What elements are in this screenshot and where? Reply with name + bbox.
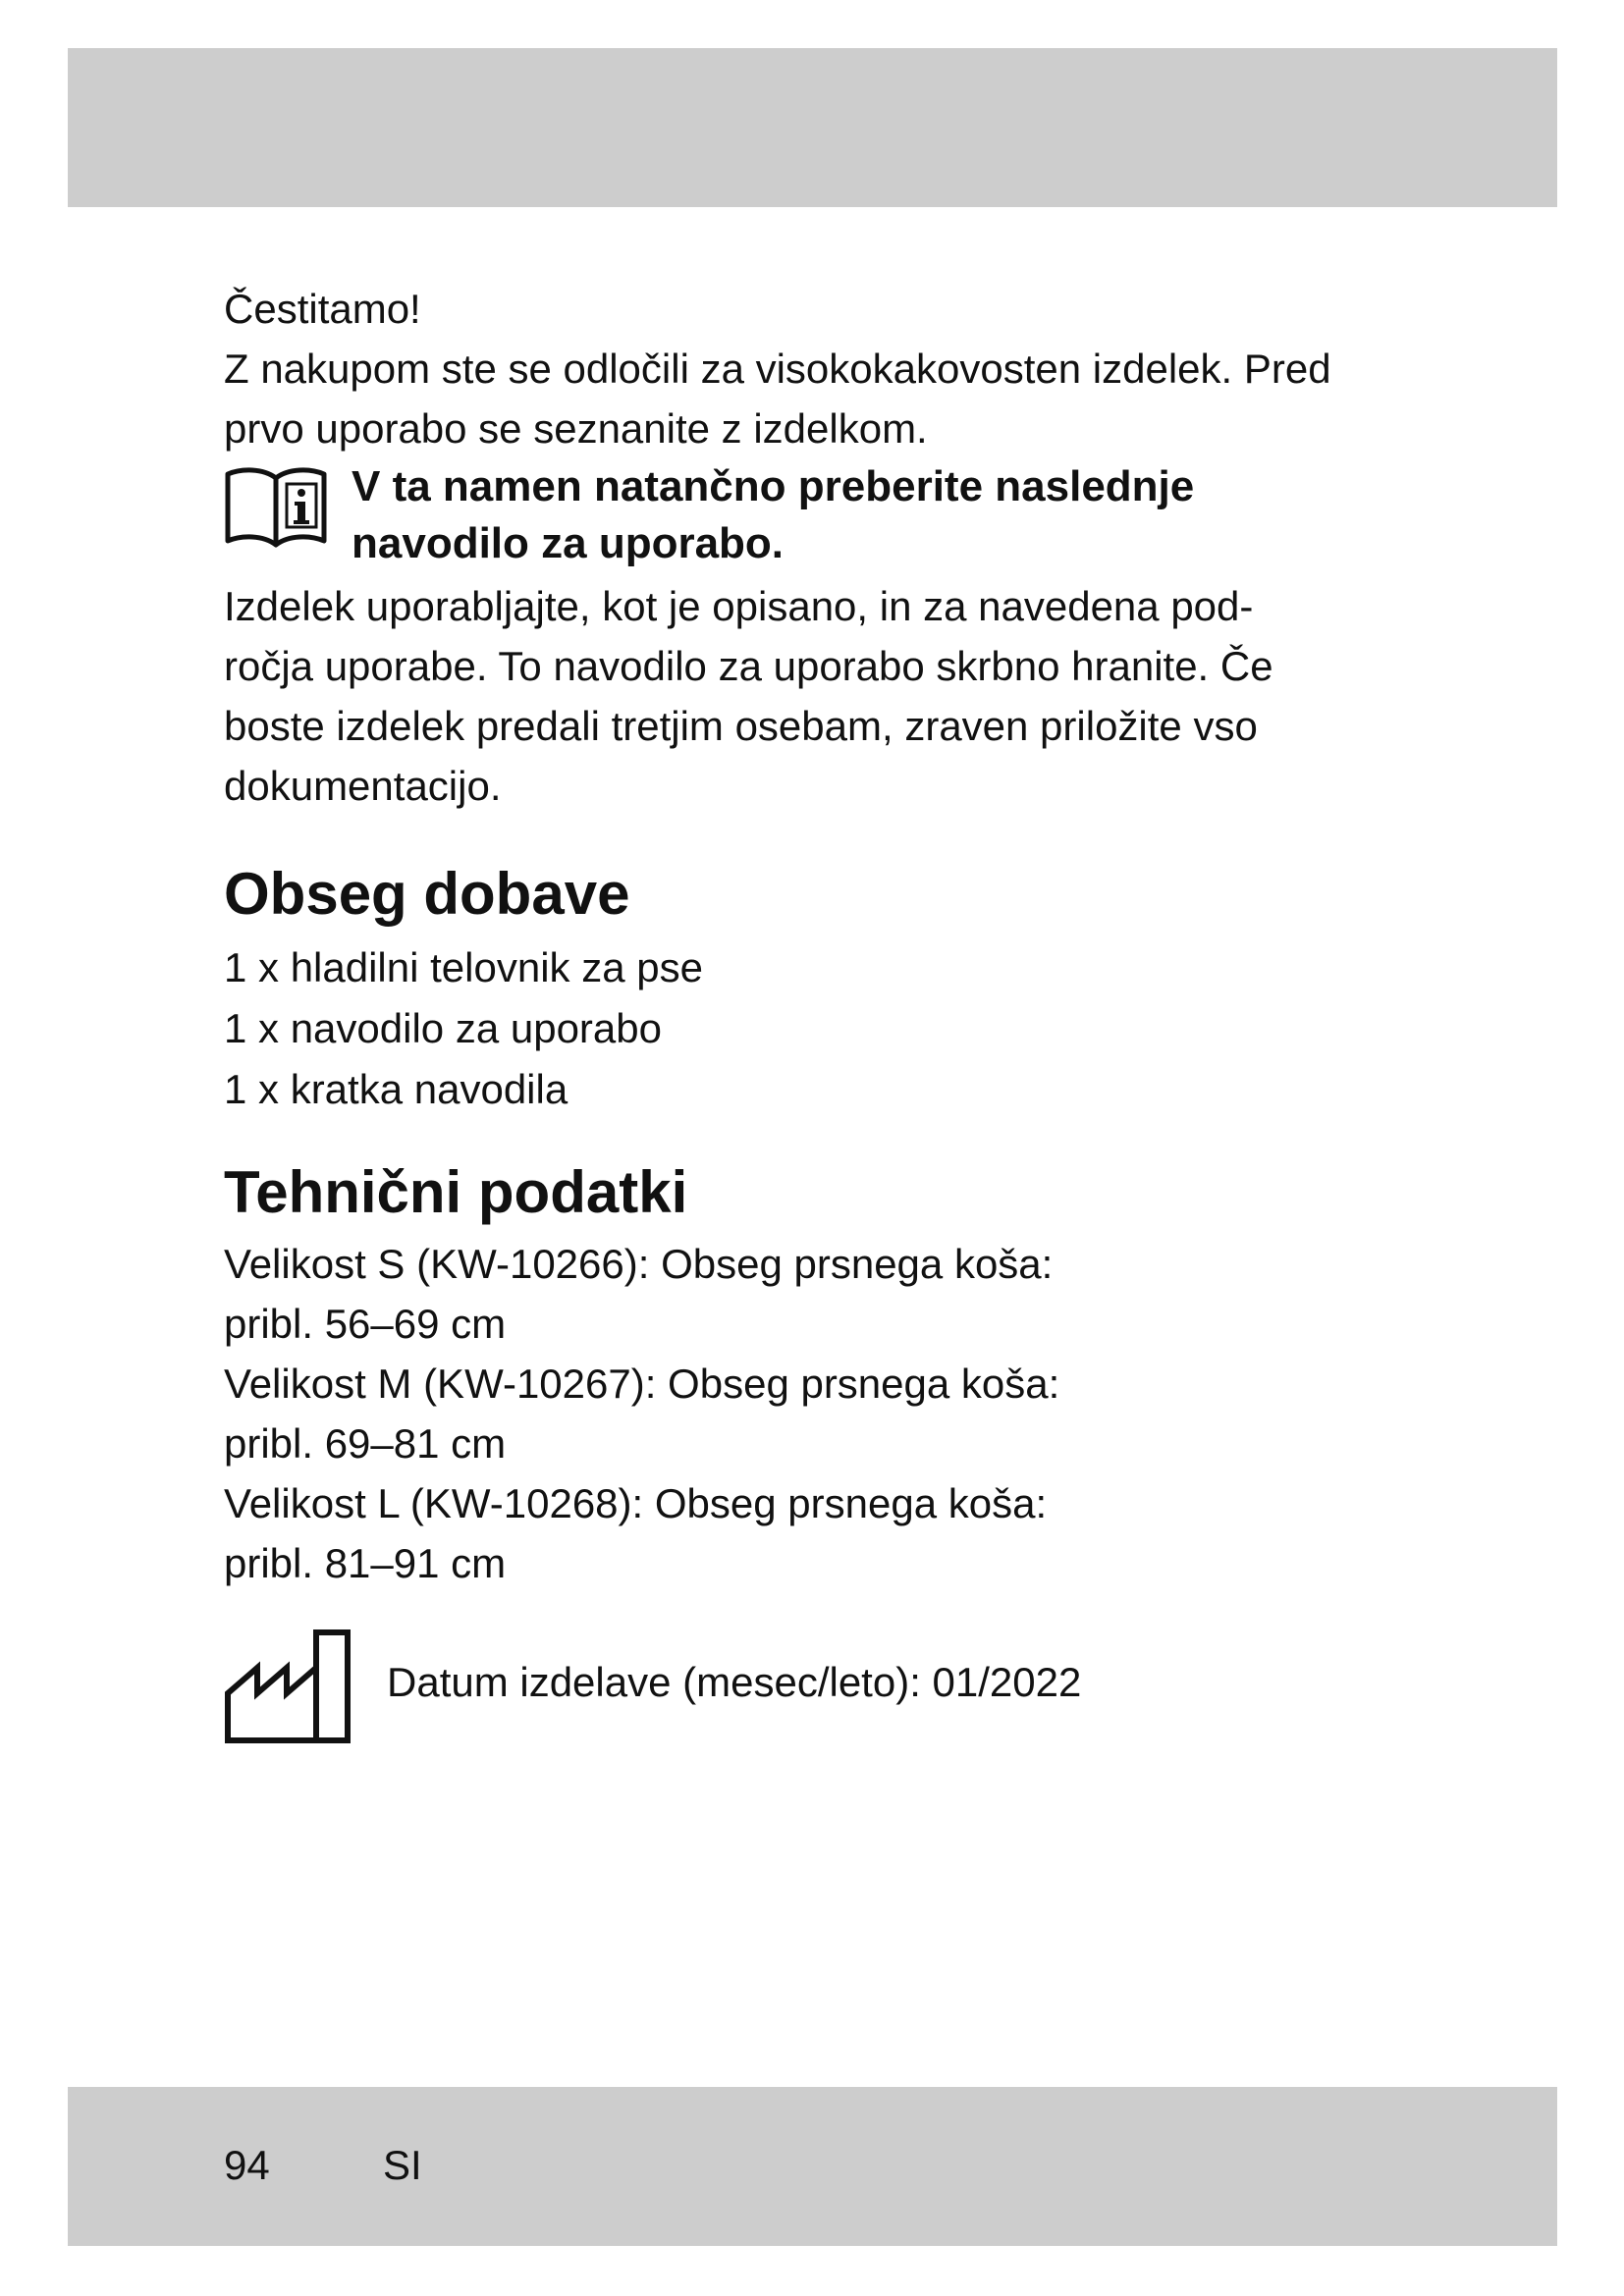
- list-item: 1 x kratka navodila: [224, 1066, 568, 1112]
- footer-band: [68, 2087, 1557, 2246]
- scope-heading: Obseg dobave: [224, 861, 630, 927]
- usage-line-2: ročja uporabe. To navodilo za uporabo skrbno hranite. Če: [224, 643, 1273, 689]
- spec-line: pribl. 81–91 cm: [224, 1540, 507, 1586]
- list-item: 1 x hladilni telovnik za pse: [224, 944, 703, 990]
- page-number: 94: [224, 2142, 270, 2188]
- intro-line-1: Z nakupom ste se odločili za visokokakovosten izdelek. Pred: [224, 346, 1331, 392]
- spec-line: pribl. 69–81 cm: [224, 1420, 507, 1467]
- factory-icon: [224, 1625, 352, 1744]
- notice-text: [352, 458, 1194, 572]
- usage-line-3: boste izdelek predali tretjim osebam, zraven priložite vso: [224, 703, 1258, 749]
- usage-line-4: dokumentacijo.: [224, 763, 502, 809]
- tech-heading: Tehnični podatki: [224, 1159, 688, 1225]
- list-item: 1 x navodilo za uporabo: [224, 1005, 662, 1051]
- spec-line: pribl. 56–69 cm: [224, 1301, 507, 1347]
- header-band: [68, 48, 1557, 207]
- spec-line: Velikost M (KW-10267): Obseg prsnega koša:: [224, 1361, 1060, 1407]
- usage-line-1: Izdelek uporabljajte, kot je opisano, in za navedena pod-: [224, 583, 1254, 629]
- read-instructions-notice: [224, 460, 1402, 576]
- scope-list: [224, 937, 1402, 1120]
- spec-line: Velikost L (KW-10268): Obseg prsnega koša:: [224, 1480, 1048, 1526]
- tech-specs: [224, 1234, 1402, 1593]
- notice-line-1: V ta namen natančno preberite naslednje: [352, 462, 1195, 510]
- notice-line-2: navodilo za uporabo.: [352, 519, 785, 567]
- intro-line-2: prvo uporabo se seznanite z izdelkom.: [224, 405, 928, 452]
- manufacture-date: [224, 1625, 1402, 1752]
- footer: [224, 2136, 422, 2195]
- spec-line: Velikost S (KW-10266): Obseg prsnega koša:: [224, 1241, 1054, 1287]
- manufacture-text: Datum izdelave (mesec/leto): 01/2022: [387, 1659, 1082, 1705]
- greeting: Čestitamo!: [224, 286, 421, 332]
- language-code: SI: [383, 2142, 422, 2188]
- page-content: [224, 279, 1402, 1752]
- info-book-icon: [224, 464, 328, 553]
